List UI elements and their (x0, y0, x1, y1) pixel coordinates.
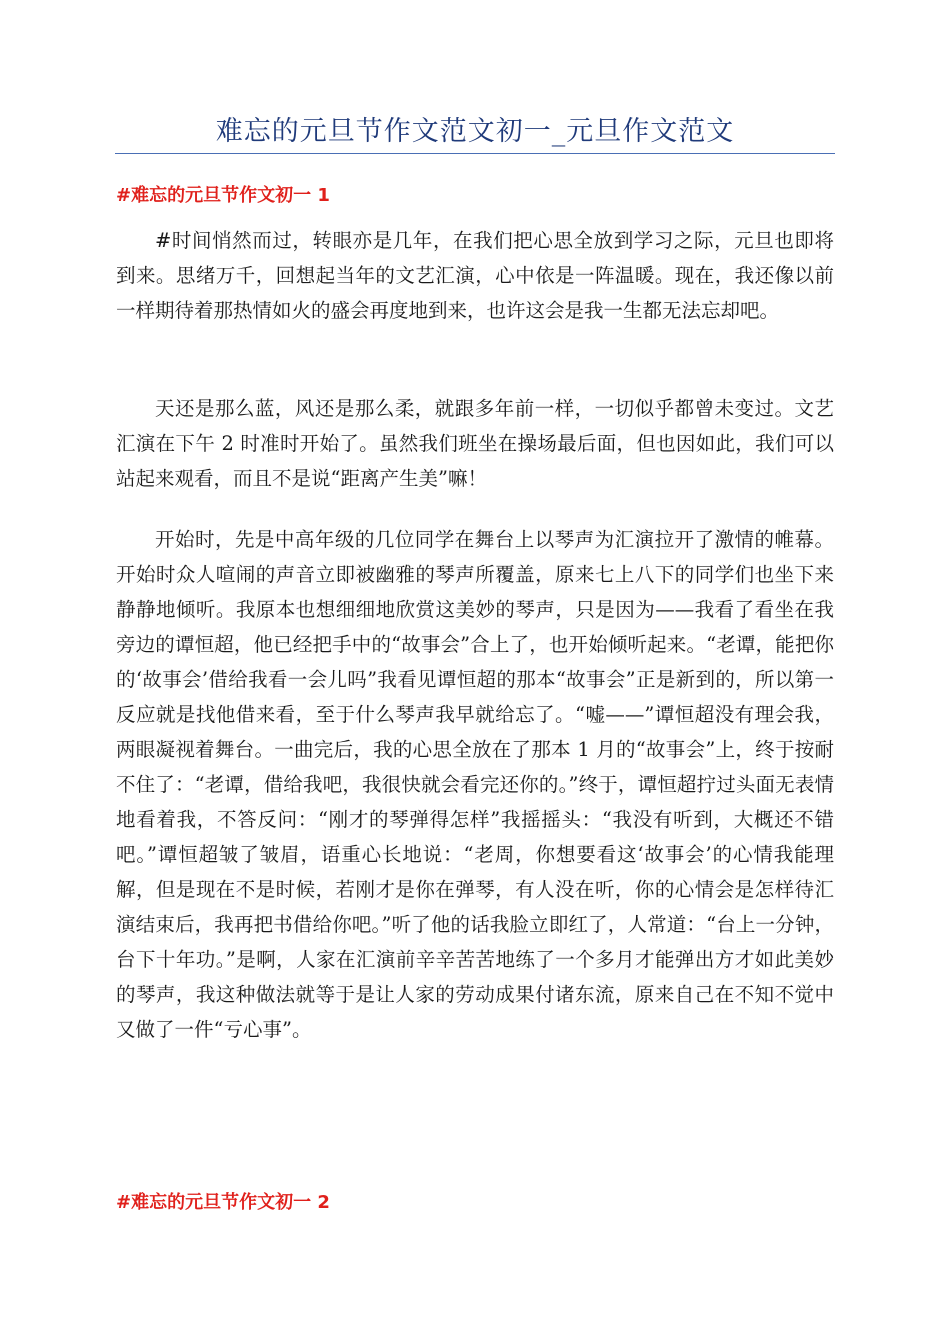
paragraph-1: #时间悄然而过，转眼亦是几年，在我们把心思全放到学习之际，元旦也即将到来。思绪万千，回想起当年的文艺汇演，心中依是一阵温暖。现在，我还像以前一样期待着那热情如火的盛会再度地到来，也许这会是我一生都无法忘却吧。 (116, 229, 834, 322)
paragraph-3: 开始时，先是中高年级的几位同学在舞台上以琴声为汇演拉开了激情的帷幕。开始时众人喧闹的声音立即被幽雅的琴声所覆盖，原来七上八下的同学们也坐下来静静地倾听。我原本也想细细地欣赏这美妙的琴声，只是因为——我看了看坐在我旁边的谭恒超，他已经把手中的“故事会”合上了，也开始倾听起来。“老谭，能把你的‘故事会’借给我看一会儿吗”我看见谭恒超的那本“故事会”正是新到的，所以第一反应就是找他借来看，至于什么琴声我早就给忘了。“嘘——”谭恒超没有理会我，两眼凝视着舞台。一曲完后，我的心思全放在了那本 1 月的“故事会”上，终于按耐不住了：“老谭，借给我吧，我很快就会看完还你的。”终于，谭恒超拧过头面无表情地看着我，不答反问：“刚才的琴弹得怎样”我摇摇头：“我没有听到，大概还不错吧。”谭恒超皱了皱眉，语重心长地说：“老周，你想要看这‘故事会’的心情我能理解，但是现在不是时候，若刚才是你在弹琴，有人没在听，你的心情会是怎样待汇演结束后，我再把书借给你吧。”听了他的话我脸立即红了，人常道：“台上一分钟，台下十年功。”是啊，人家在汇演前辛辛苦苦地练了一个多月才能弹出方才如此美妙的琴声，我这种做法就等于是让人家的劳动成果付诸东流，原来自己在不知不觉中又做了一件“亏心事”。 (116, 528, 834, 1041)
section-heading-2: #难忘的元旦节作文初一 2 (116, 1192, 330, 1213)
title-underline (115, 153, 835, 154)
document-title: 难忘的元旦节作文范文初一_元旦作文范文 (215, 116, 735, 147)
paragraph-2: 天还是那么蓝，风还是那么柔，就跟多年前一样，一切似乎都曾未变过。文艺汇演在下午 2 时准时开始了。虽然我们班坐在操场最后面，但也因如此，我们可以站起来观看，而且不是说“距离产生美”嘛！ (116, 397, 834, 490)
section-heading-1: #难忘的元旦节作文初一 1 (116, 185, 330, 206)
